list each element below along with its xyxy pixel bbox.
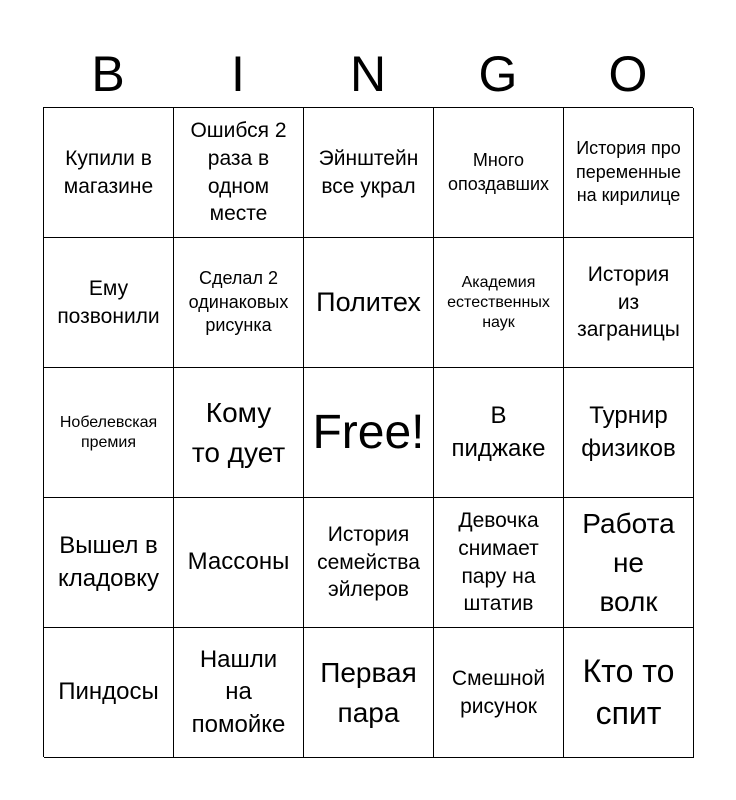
cell-text: Кому то дует [191, 397, 286, 468]
cell-text: Кто то спит [582, 652, 675, 731]
cell-text: Работа не волк [582, 507, 675, 618]
bingo-cell-r4c5[interactable] [564, 498, 694, 628]
cell-text: История семейства эйлеров [317, 522, 420, 602]
bingo-cell-r3c3-free[interactable] [304, 368, 434, 498]
bingo-cell-r2c5[interactable] [564, 238, 694, 368]
cell-text: История из заграницы [577, 262, 680, 342]
bingo-cell-r2c2[interactable] [174, 238, 304, 368]
bingo-cell-r3c2[interactable] [174, 368, 304, 498]
cell-text: В пиджаке [451, 402, 546, 462]
cell-text: Вышел в кладовку [58, 532, 159, 592]
bingo-cell-r1c1[interactable] [44, 108, 174, 238]
cell-text: Девочка снимает пару на штатив [458, 509, 539, 616]
free-space-text: Free! [312, 405, 425, 459]
bingo-cell-r4c3[interactable] [304, 498, 434, 628]
bingo-cell-r3c4[interactable] [434, 368, 564, 498]
bingo-cell-r2c3[interactable] [304, 238, 434, 368]
cell-text: Сделал 2 одинаковых рисунка [188, 268, 289, 336]
bingo-cell-r5c2[interactable] [174, 628, 304, 758]
bingo-cell-r1c5[interactable] [564, 108, 694, 238]
cell-text: Политех [316, 287, 421, 318]
bingo-cell-r3c5[interactable] [564, 368, 694, 498]
cell-text: Турнир физиков [581, 402, 676, 462]
cell-text: Смешной рисунок [451, 666, 546, 718]
bingo-cell-r4c2[interactable] [174, 498, 304, 628]
cell-text: Нашли на помойке [191, 645, 286, 738]
bingo-cell-r2c4[interactable] [434, 238, 564, 368]
header-letter-g: G [478, 46, 518, 102]
bingo-cell-r3c1[interactable] [44, 368, 174, 498]
bingo-cell-r1c4[interactable] [434, 108, 564, 238]
cell-text: Купили в магазине [63, 146, 154, 198]
bingo-board [43, 107, 693, 757]
bingo-cell-r4c1[interactable] [44, 498, 174, 628]
header-letter-i: I [231, 46, 245, 102]
bingo-cell-r1c3[interactable] [304, 108, 434, 238]
bingo-cell-r4c4[interactable] [434, 498, 564, 628]
bingo-cell-r5c3[interactable] [304, 628, 434, 758]
header-letter-b: B [91, 46, 125, 102]
cell-text: Академия естественных наук [447, 273, 550, 331]
cell-text: Много опоздавших [448, 150, 549, 194]
cell-text: Эйнштейн все украл [318, 146, 419, 198]
cell-text: Ему позвонили [57, 276, 160, 328]
header-letter-o: O [608, 46, 648, 102]
cell-text: Ошибся 2 раза в одном месте [190, 119, 287, 226]
bingo-cell-r5c5[interactable] [564, 628, 694, 758]
bingo-cell-r5c1[interactable] [44, 628, 174, 758]
bingo-cell-r5c4[interactable] [434, 628, 564, 758]
cell-text: История про переменные на кирилице [576, 138, 681, 206]
cell-text: Пиндосы [58, 678, 159, 706]
bingo-header [43, 40, 693, 108]
cell-text: Первая пара [320, 657, 417, 728]
cell-text: Массоны [187, 548, 290, 576]
header-letter-n: N [349, 46, 387, 102]
bingo-cell-r1c2[interactable] [174, 108, 304, 238]
bingo-cell-r2c1[interactable] [44, 238, 174, 368]
cell-text: Нобелевская премия [59, 413, 158, 451]
